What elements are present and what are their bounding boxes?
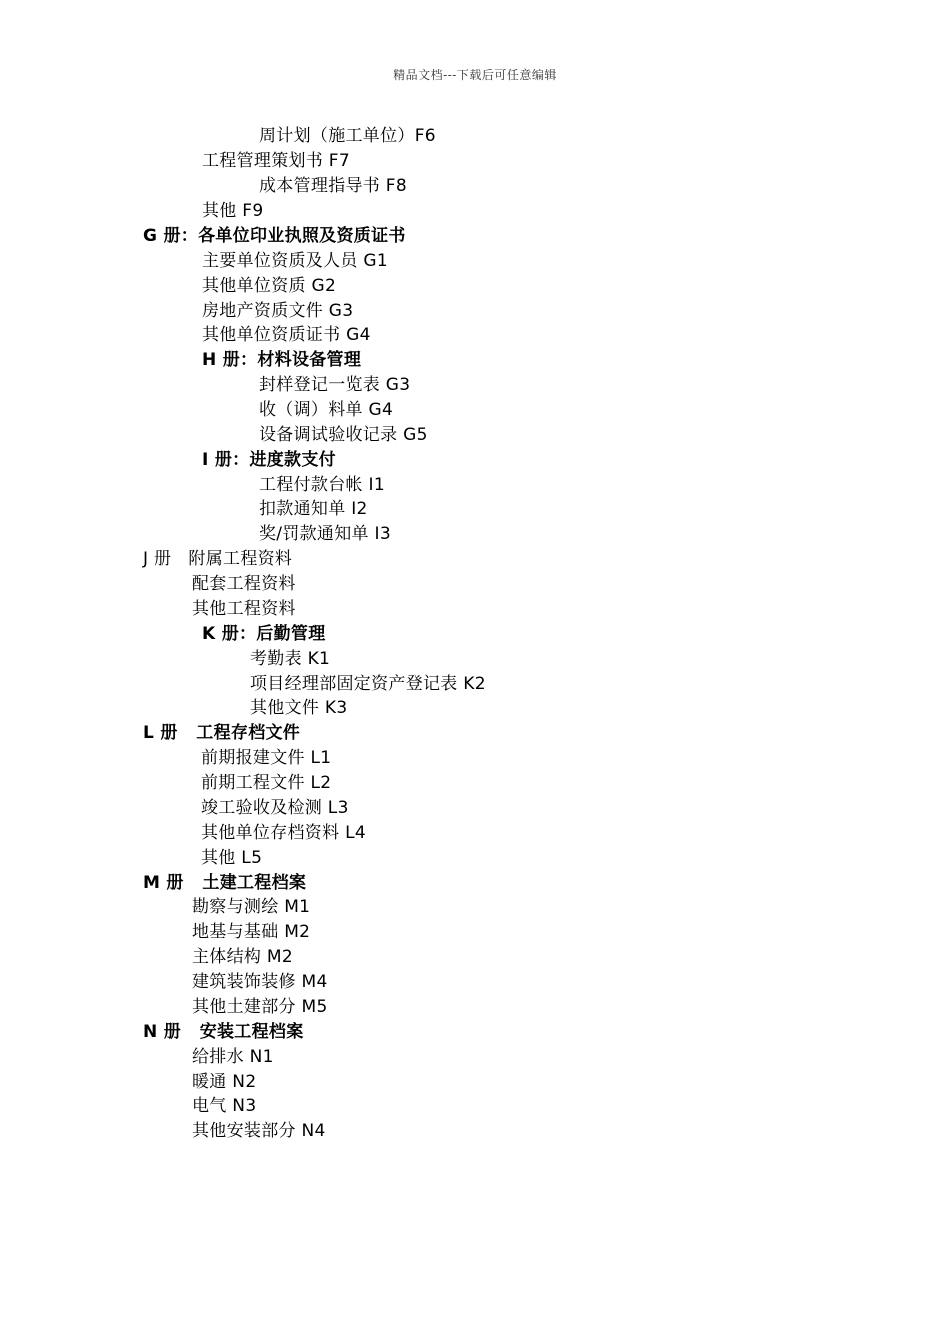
page-header: 精品文档---下载后可任意编辑 [393, 68, 557, 82]
section-heading: L 册 工程存档文件 [143, 723, 301, 743]
list-item: 建筑装饰装修 M4 [192, 972, 328, 992]
list-item: 给排水 N1 [192, 1047, 274, 1067]
list-item: 其他工程资料 [192, 599, 296, 619]
section-heading: N 册 安装工程档案 [143, 1022, 304, 1042]
list-item: 工程付款台帐 I1 [259, 475, 385, 495]
list-item: 项目经理部固定资产登记表 K2 [250, 674, 486, 694]
list-item: 电气 N3 [192, 1096, 257, 1116]
section-heading: H 册：材料设备管理 [202, 350, 362, 370]
list-item: 成本管理指导书 F8 [259, 176, 407, 196]
list-item: 其他 F9 [202, 201, 264, 221]
list-item: 前期工程文件 L2 [201, 773, 332, 793]
list-item: 考勤表 K1 [250, 649, 331, 669]
list-item: 其他单位资质 G2 [202, 276, 337, 296]
list-item: 设备调试验收记录 G5 [259, 425, 428, 445]
section-heading: K 册：后勤管理 [202, 624, 326, 644]
list-item: 周计划（施工单位）F6 [259, 126, 436, 146]
list-item: 其他安装部分 N4 [192, 1121, 326, 1141]
list-item: 工程管理策划书 F7 [202, 151, 350, 171]
list-item: 前期报建文件 L1 [201, 748, 332, 768]
list-item: 竣工验收及检测 L3 [201, 798, 349, 818]
section-heading: M 册 土建工程档案 [143, 873, 307, 893]
list-item: 其他土建部分 M5 [192, 997, 328, 1017]
section-heading: I 册：进度款支付 [202, 450, 336, 470]
list-item: 收（调）料单 G4 [259, 400, 394, 420]
list-item: 主要单位资质及人员 G1 [202, 251, 388, 271]
list-item: 地基与基础 M2 [192, 922, 311, 942]
list-item: 奖/罚款通知单 I3 [259, 524, 391, 544]
list-item: 扣款通知单 I2 [259, 499, 368, 519]
list-item: 其他 L5 [201, 848, 263, 868]
list-item: 主体结构 M2 [192, 947, 293, 967]
list-item: 封样登记一览表 G3 [259, 375, 411, 395]
section-heading: J 册 附属工程资料 [143, 549, 293, 569]
list-item: 勘察与测绘 M1 [192, 897, 311, 917]
list-item: 其他单位资质证书 G4 [202, 325, 371, 345]
list-item: 配套工程资料 [192, 574, 296, 594]
section-heading: G 册：各单位印业执照及资质证书 [143, 226, 406, 246]
list-item: 其他文件 K3 [250, 698, 348, 718]
list-item: 暖通 N2 [192, 1072, 257, 1092]
list-item: 其他单位存档资料 L4 [201, 823, 366, 843]
list-item: 房地产资质文件 G3 [202, 301, 354, 321]
